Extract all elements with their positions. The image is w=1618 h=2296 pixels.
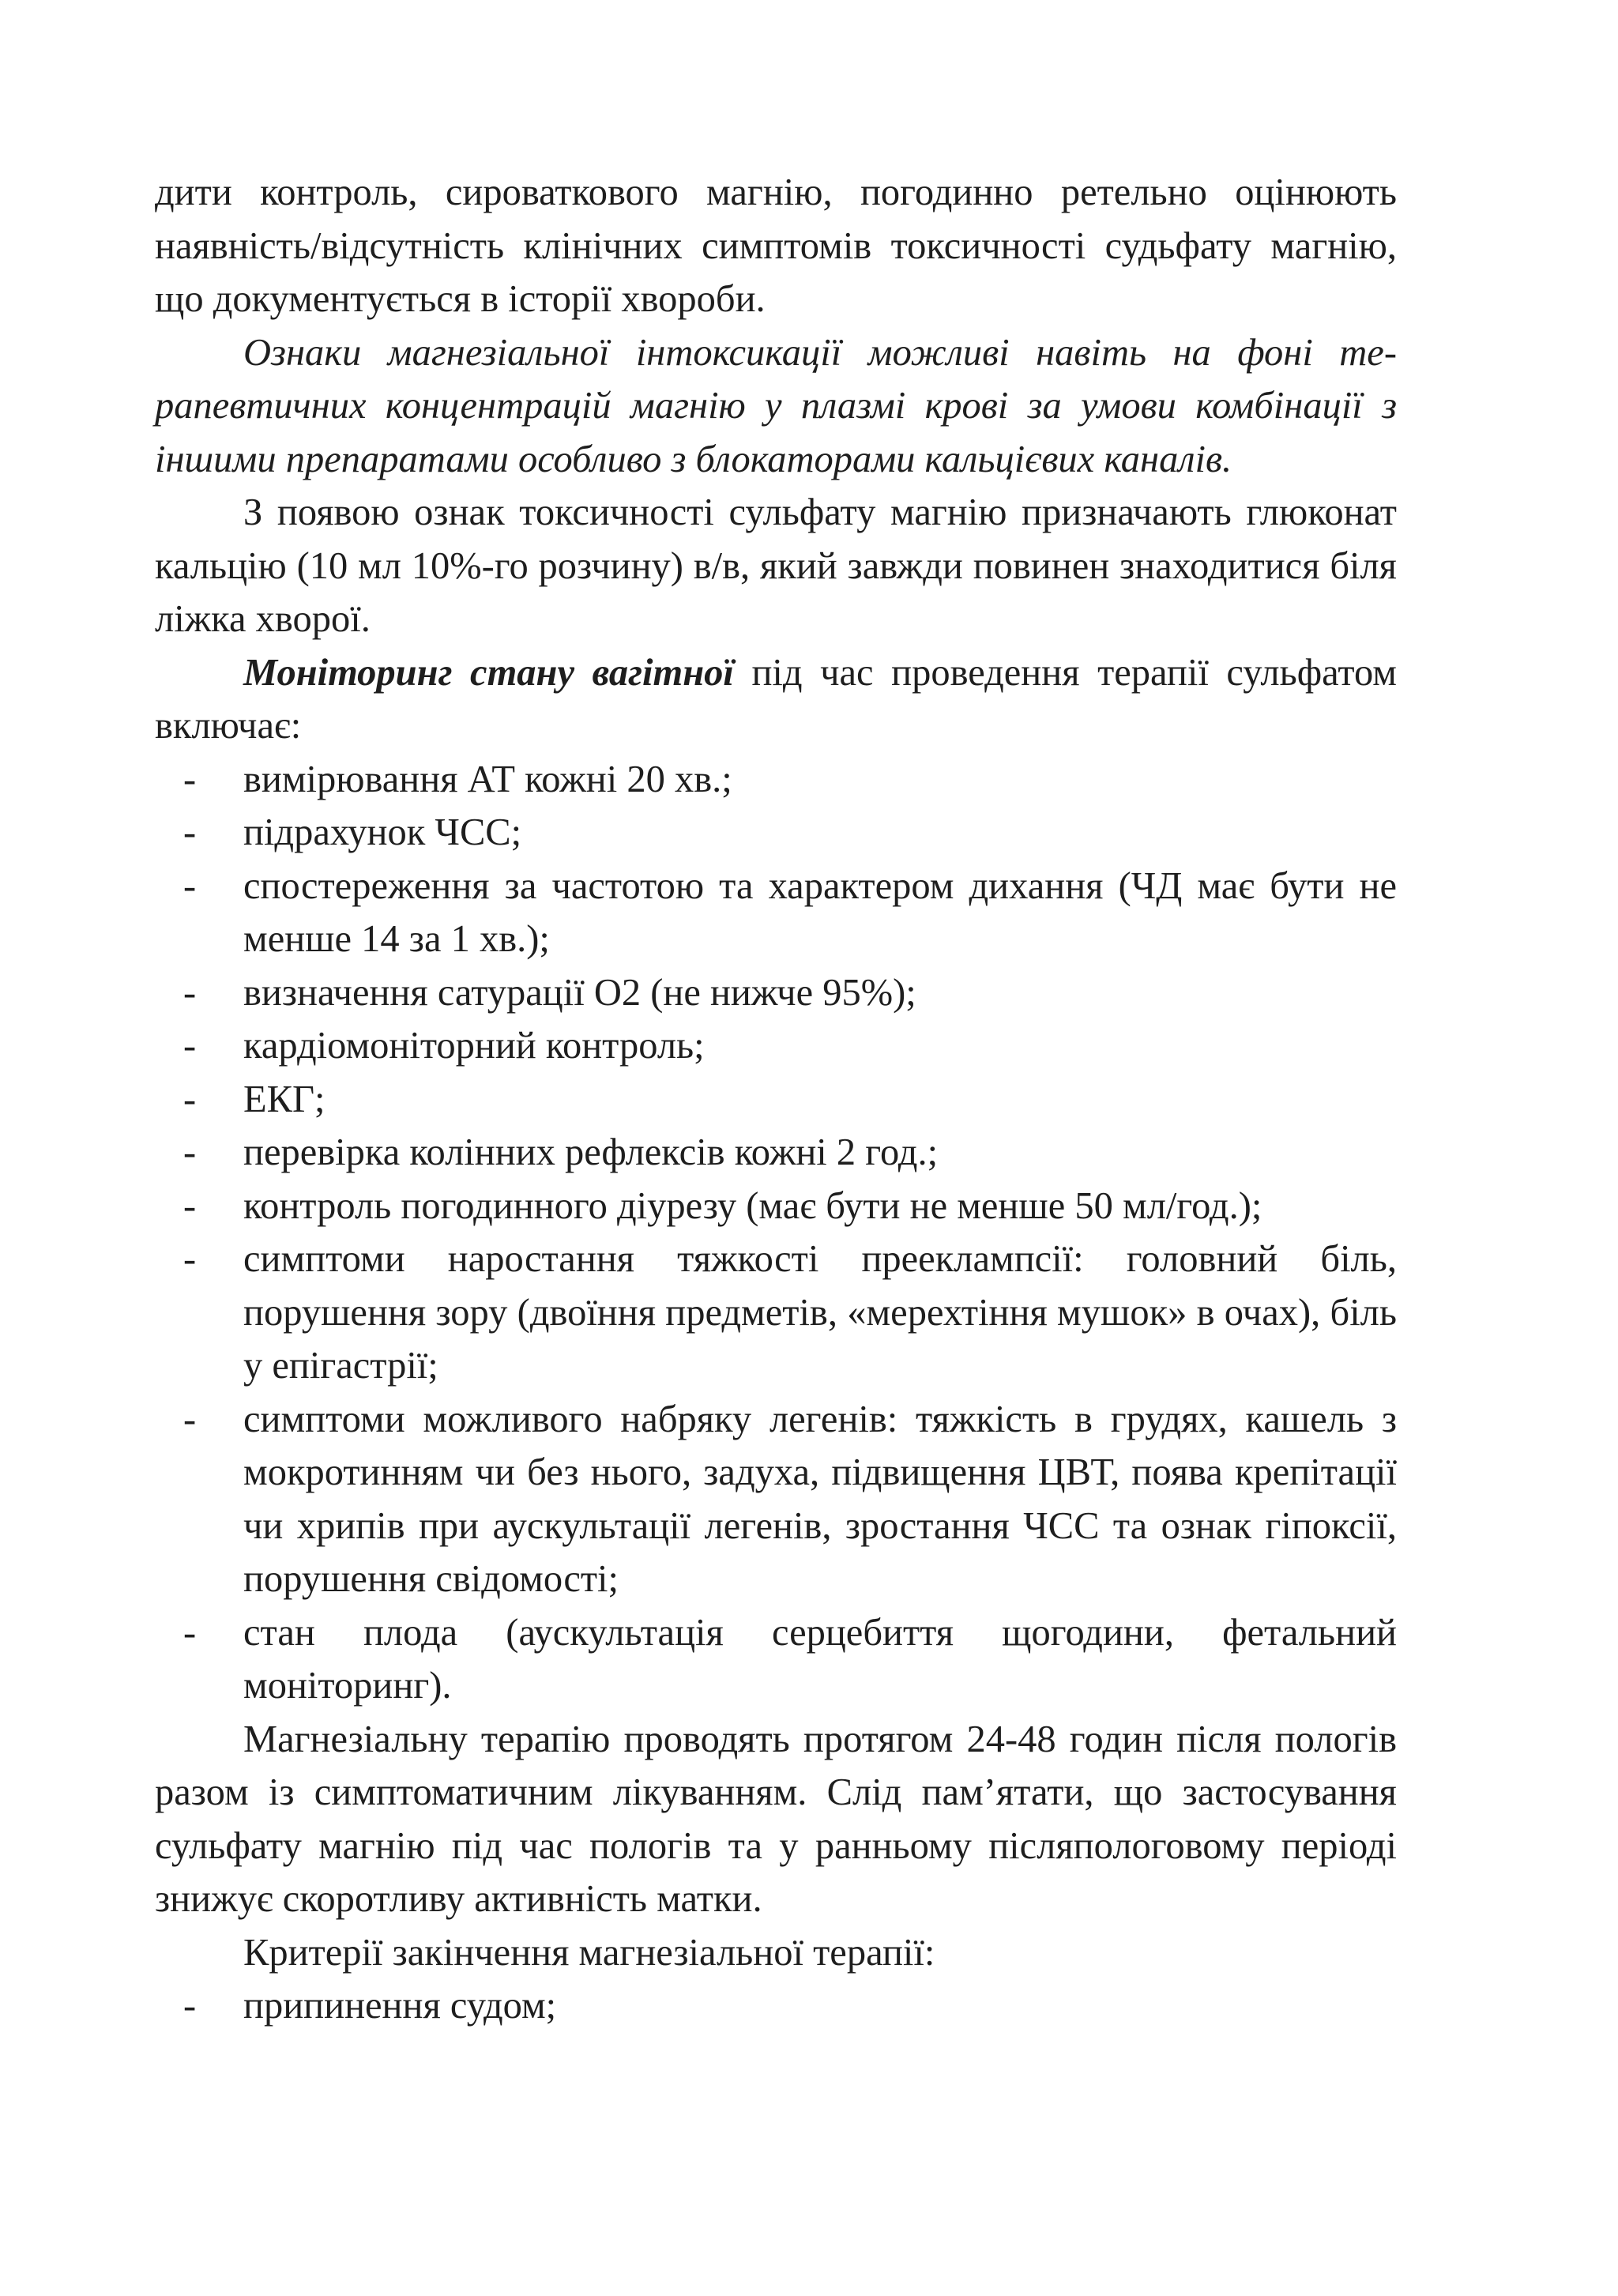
dash-marker: -: [183, 758, 197, 800]
dash-marker: -: [183, 864, 197, 907]
list-item: - контроль погодинного діурезу (має бути не менше 50 мл/год.);: [155, 1180, 1397, 1233]
paragraph-control: дити контроль, сироваткового магнію, погодинно ретельно оцінюють наявність/відсутність клінічних симптомів токсичності судьфату магнію, що документується в історії хвороби.: [155, 171, 1397, 320]
dash-marker: -: [183, 1078, 197, 1120]
dash-marker: -: [183, 1238, 197, 1280]
paragraph-monitoring-intro: [155, 646, 1397, 753]
document-page: [155, 166, 1397, 2033]
paragraph-calcium-gluconate: З появою ознак токсичності сульфату магнію призначають глюконат кальцію (10 мл 10%-го розчину) в/в, який завжди повинен знаходитися біля ліжка хворої.: [155, 491, 1397, 640]
list-item: - визначення сатурації О2 (не нижче 95%);: [155, 966, 1397, 1020]
list-item: - вимірювання АТ кожні 20 хв.;: [155, 753, 1397, 807]
list-item: - підрахунок ЧСС;: [155, 806, 1397, 860]
monitoring-intro-text: під час проведення терапії сульфатом включає:: [155, 651, 1397, 747]
dash-marker: -: [183, 1398, 197, 1440]
dash-marker: -: [183, 811, 197, 853]
dash-marker: -: [183, 1131, 197, 1173]
dash-marker: -: [183, 1025, 197, 1067]
paragraph-therapy-duration: Магнезіальну терапію проводять протягом 24-48 годин після пологів разом із симптоматичним лікуванням. Слід пам’ятати, що застосування сульфату магнію під час пологів та у ранньому післяпологовому періоді знижує скоротливу активність матки.: [155, 1718, 1397, 1920]
list-item: - припинення судом;: [155, 1979, 1397, 2033]
list-item: - симптоми наростання тяжкості прееклампсії: головний біль, порушення зору (двоїння предметів, «мерехтіння мушок» в очах), біль у епігастрії;: [155, 1233, 1397, 1393]
list-item: - ЕКГ;: [155, 1073, 1397, 1127]
list-item: - перевірка колінних рефлексів кожні 2 год.;: [155, 1126, 1397, 1180]
dash-marker: -: [183, 1611, 197, 1654]
list-item: - спостереження за частотою та характером дихання (ЧД має бути не менше 14 за 1 хв.);: [155, 860, 1397, 966]
monitoring-list: [155, 753, 1397, 1713]
criteria-list: [155, 1979, 1397, 2033]
dash-marker: -: [183, 1184, 197, 1227]
monitoring-heading: Моніторинг стану вагітної: [243, 651, 734, 694]
list-item: - кардіомоніторний контроль;: [155, 1019, 1397, 1073]
dash-marker: -: [183, 971, 197, 1014]
paragraph-criteria-intro: Критерії закінчення магнезіальної терапії:: [243, 1931, 935, 1974]
list-item: - симптоми можливого набряку легенів: тяжкість в грудях, кашель з мокротинням чи без нього, задуха, підвищення ЦВТ, поява крепітації чи хрипів при аускультації легенів, зростання ЧСС та ознак гіпоксії, порушення свідомості;: [155, 1393, 1397, 1606]
dash-marker: -: [183, 1985, 197, 2027]
list-item: - стан плода (аускультація серцебиття щогодини, фетальний моніторинг).: [155, 1606, 1397, 1713]
paragraph-intoxication-signs: Ознаки магнезіальної інтоксикації можливі навіть на фоні терапевтичних концентрацій магнію у плазмі крові за умови комбінації з іншими препаратами особливо з блокаторами кальцієвих каналів.: [155, 331, 1397, 480]
